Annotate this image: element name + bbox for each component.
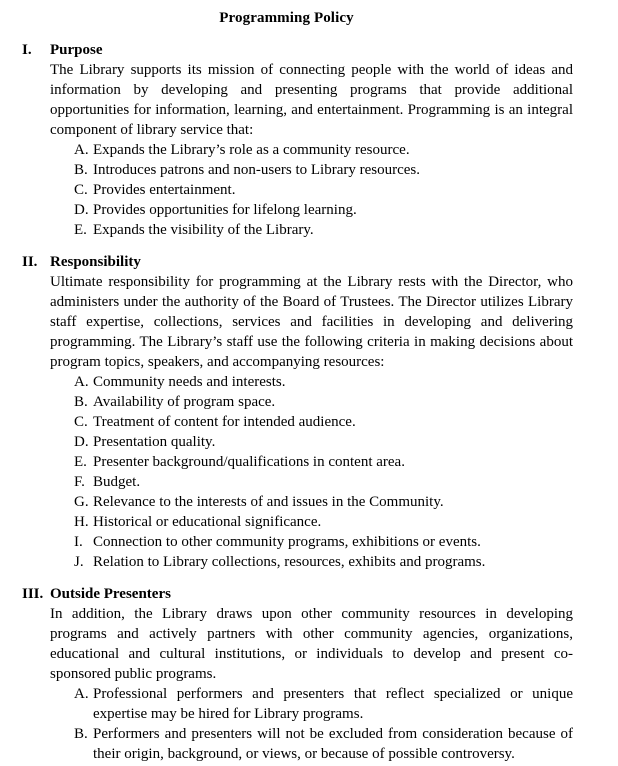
list-item-marker: C. [74, 414, 88, 430]
list-item [74, 392, 573, 412]
list-item-label: Expands the visibility of the Library. [93, 222, 314, 238]
list-item-label: Presenter background/qualifications in content area. [93, 454, 405, 470]
list-item-label: Expands the Library’s role as a community resource. [93, 142, 410, 158]
list-item [74, 220, 573, 240]
list-item [74, 160, 573, 180]
list-item-marker: C. [74, 182, 88, 198]
section-heading-row [0, 40, 618, 60]
list-item [74, 372, 573, 392]
list-item-marker: A. [74, 142, 89, 158]
page-title: Programming Policy [219, 10, 354, 26]
section-heading: Responsibility [50, 254, 141, 270]
list-item-marker: J. [74, 554, 84, 570]
list-item-marker: A. [74, 686, 89, 702]
section-heading-row [0, 584, 618, 604]
list-item-label: Connection to other community programs, exhibitions or events. [93, 534, 481, 550]
list-item-label: Relevance to the interests of and issues in the Community. [93, 494, 444, 510]
list-item [74, 552, 573, 572]
section-list [0, 684, 618, 764]
list-item-label: Relation to Library collections, resources, exhibits and programs. [93, 554, 486, 570]
list-item-marker: G. [74, 494, 89, 510]
section-heading-row [0, 252, 618, 272]
list-item [74, 452, 573, 472]
list-item-label: Budget. [93, 474, 141, 490]
list-item [74, 512, 573, 532]
list-item-label: Historical or educational significance. [93, 514, 322, 530]
section-body: In addition, the Library draws upon other community resources in developing programs and actively partners with other community agencies, organizations, educational and cultural institutions, or individuals to develop and present co-sponsored public programs. [50, 606, 573, 682]
list-item-marker: D. [74, 202, 89, 218]
list-item-label: Community needs and interests. [93, 374, 286, 390]
section-purpose [0, 40, 618, 240]
list-item [74, 472, 573, 492]
list-item-marker: E. [74, 222, 87, 238]
list-item-marker: B. [74, 394, 88, 410]
list-item [74, 724, 573, 764]
list-item-label: Performers and presenters will not be excluded from consideration because of their origin, background, or views, or because of possible controversy. [93, 726, 573, 762]
list-item [74, 684, 573, 724]
section-list [0, 140, 618, 240]
list-item [74, 140, 573, 160]
list-item [74, 532, 573, 552]
section-heading: Outside Presenters [50, 586, 171, 602]
list-item [74, 180, 573, 200]
list-item-label: Introduces patrons and non-users to Library resources. [93, 162, 420, 178]
list-item-marker: F. [74, 474, 85, 490]
list-item-marker: H. [74, 514, 89, 530]
section-body: The Library supports its mission of connecting people with the world of ideas and information by developing and presenting programs that provide additional opportunities for information, learning, and entertainment. Programming is an integral component of library service that: [50, 62, 573, 138]
list-item-label: Availability of program space. [93, 394, 276, 410]
section-list [0, 372, 618, 572]
section-numeral: I. [22, 42, 32, 58]
list-item [74, 200, 573, 220]
list-item-marker: D. [74, 434, 89, 450]
list-item-label: Provides opportunities for lifelong learning. [93, 202, 357, 218]
list-item-label: Provides entertainment. [93, 182, 236, 198]
list-item-marker: B. [74, 162, 88, 178]
list-item [74, 432, 573, 452]
list-item-marker: A. [74, 374, 89, 390]
list-item-label: Presentation quality. [93, 434, 216, 450]
section-body: Ultimate responsibility for programming at the Library rests with the Director, who administers under the authority of the Board of Trustees. The Director utilizes Library staff expertise, collections, services and facilities in developing and delivering programming. The Library’s staff use the following criteria in making decisions about program topics, speakers, and accompanying resources: [50, 274, 573, 370]
section-numeral: II. [22, 254, 38, 270]
section-numeral: III. [22, 586, 44, 602]
list-item [74, 412, 573, 432]
list-item-marker: E. [74, 454, 87, 470]
list-item [74, 492, 573, 512]
list-item-marker: B. [74, 726, 88, 742]
list-item-label: Treatment of content for intended audience. [93, 414, 356, 430]
list-item-label: Professional performers and presenters that reflect specialized or unique expertise may be hired for Library programs. [93, 686, 573, 722]
section-outside-presenters [0, 584, 618, 764]
list-item-marker: I. [74, 534, 83, 550]
section-heading: Purpose [50, 42, 103, 58]
section-responsibility [0, 252, 618, 572]
